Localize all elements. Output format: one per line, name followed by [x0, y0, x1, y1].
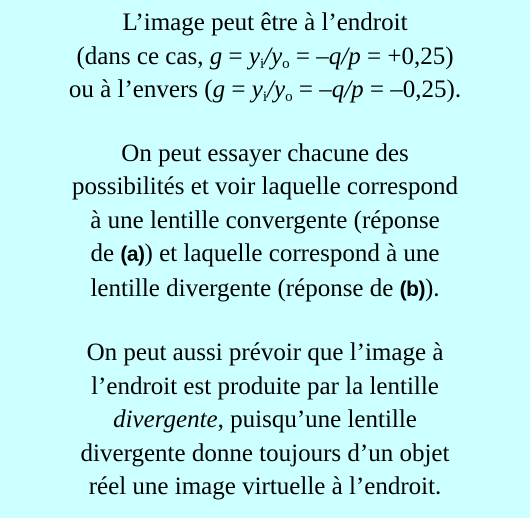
paragraph-spacer [10, 107, 520, 137]
paragraph-lens-check: On peut essayer chacune des possibilités et voir laquelle correspond à une lentille convergente (réponse de (a)) et laquelle correspond à une lentille divergente (réponse de (b)). [71, 139, 459, 302]
paragraph-spacer [10, 306, 520, 336]
formula-inverted: $g = y_i/y_o = -q/p$ = [212, 76, 391, 105]
value-upright: +0,25 [387, 42, 446, 70]
text-line: ou à l’envers ( [68, 76, 213, 103]
text-line: On peut essayer chacune des [121, 139, 409, 167]
text-line: divergente donne toujours d’un objet [80, 439, 450, 467]
text-line: (dans ce cas, [76, 42, 210, 70]
text-line: à une lentille convergente (réponse [90, 206, 440, 234]
text-line: l’endroit est produite par la lentille [91, 372, 439, 400]
text-line: réel une image virtuelle à l’endroit. [88, 473, 442, 500]
text-line: possibilités et voir laquelle correspond [71, 173, 459, 200]
text-line: L’image peut être à l’endroit [122, 9, 408, 36]
formula-upright: $g = y_i/y_o = -q/p$ = [209, 42, 388, 72]
text-line: On peut aussi prévoir que l’image à [86, 339, 444, 366]
value-inverted: –0,25 [390, 76, 447, 103]
answer-label-b: (b) [399, 277, 425, 301]
paragraph-prediction: On peut aussi prévoir que l’image à l’endroit est produite par la lentille divergente, puisqu’une lentille divergente donne toujours d’un objet réel une image virtuelle à l’endroit. [80, 339, 450, 500]
emphasis-divergente: divergente [113, 406, 218, 433]
answer-label-a: (a) [120, 243, 145, 266]
paragraph-image-orientation: L’image peut être à l’endroit (dans ce cas, $g = y_i/y_o = -q/p = +0,25$) ou à l’envers $(g = y_i/y_o = -q/p = -0,25)$. [68, 9, 462, 105]
